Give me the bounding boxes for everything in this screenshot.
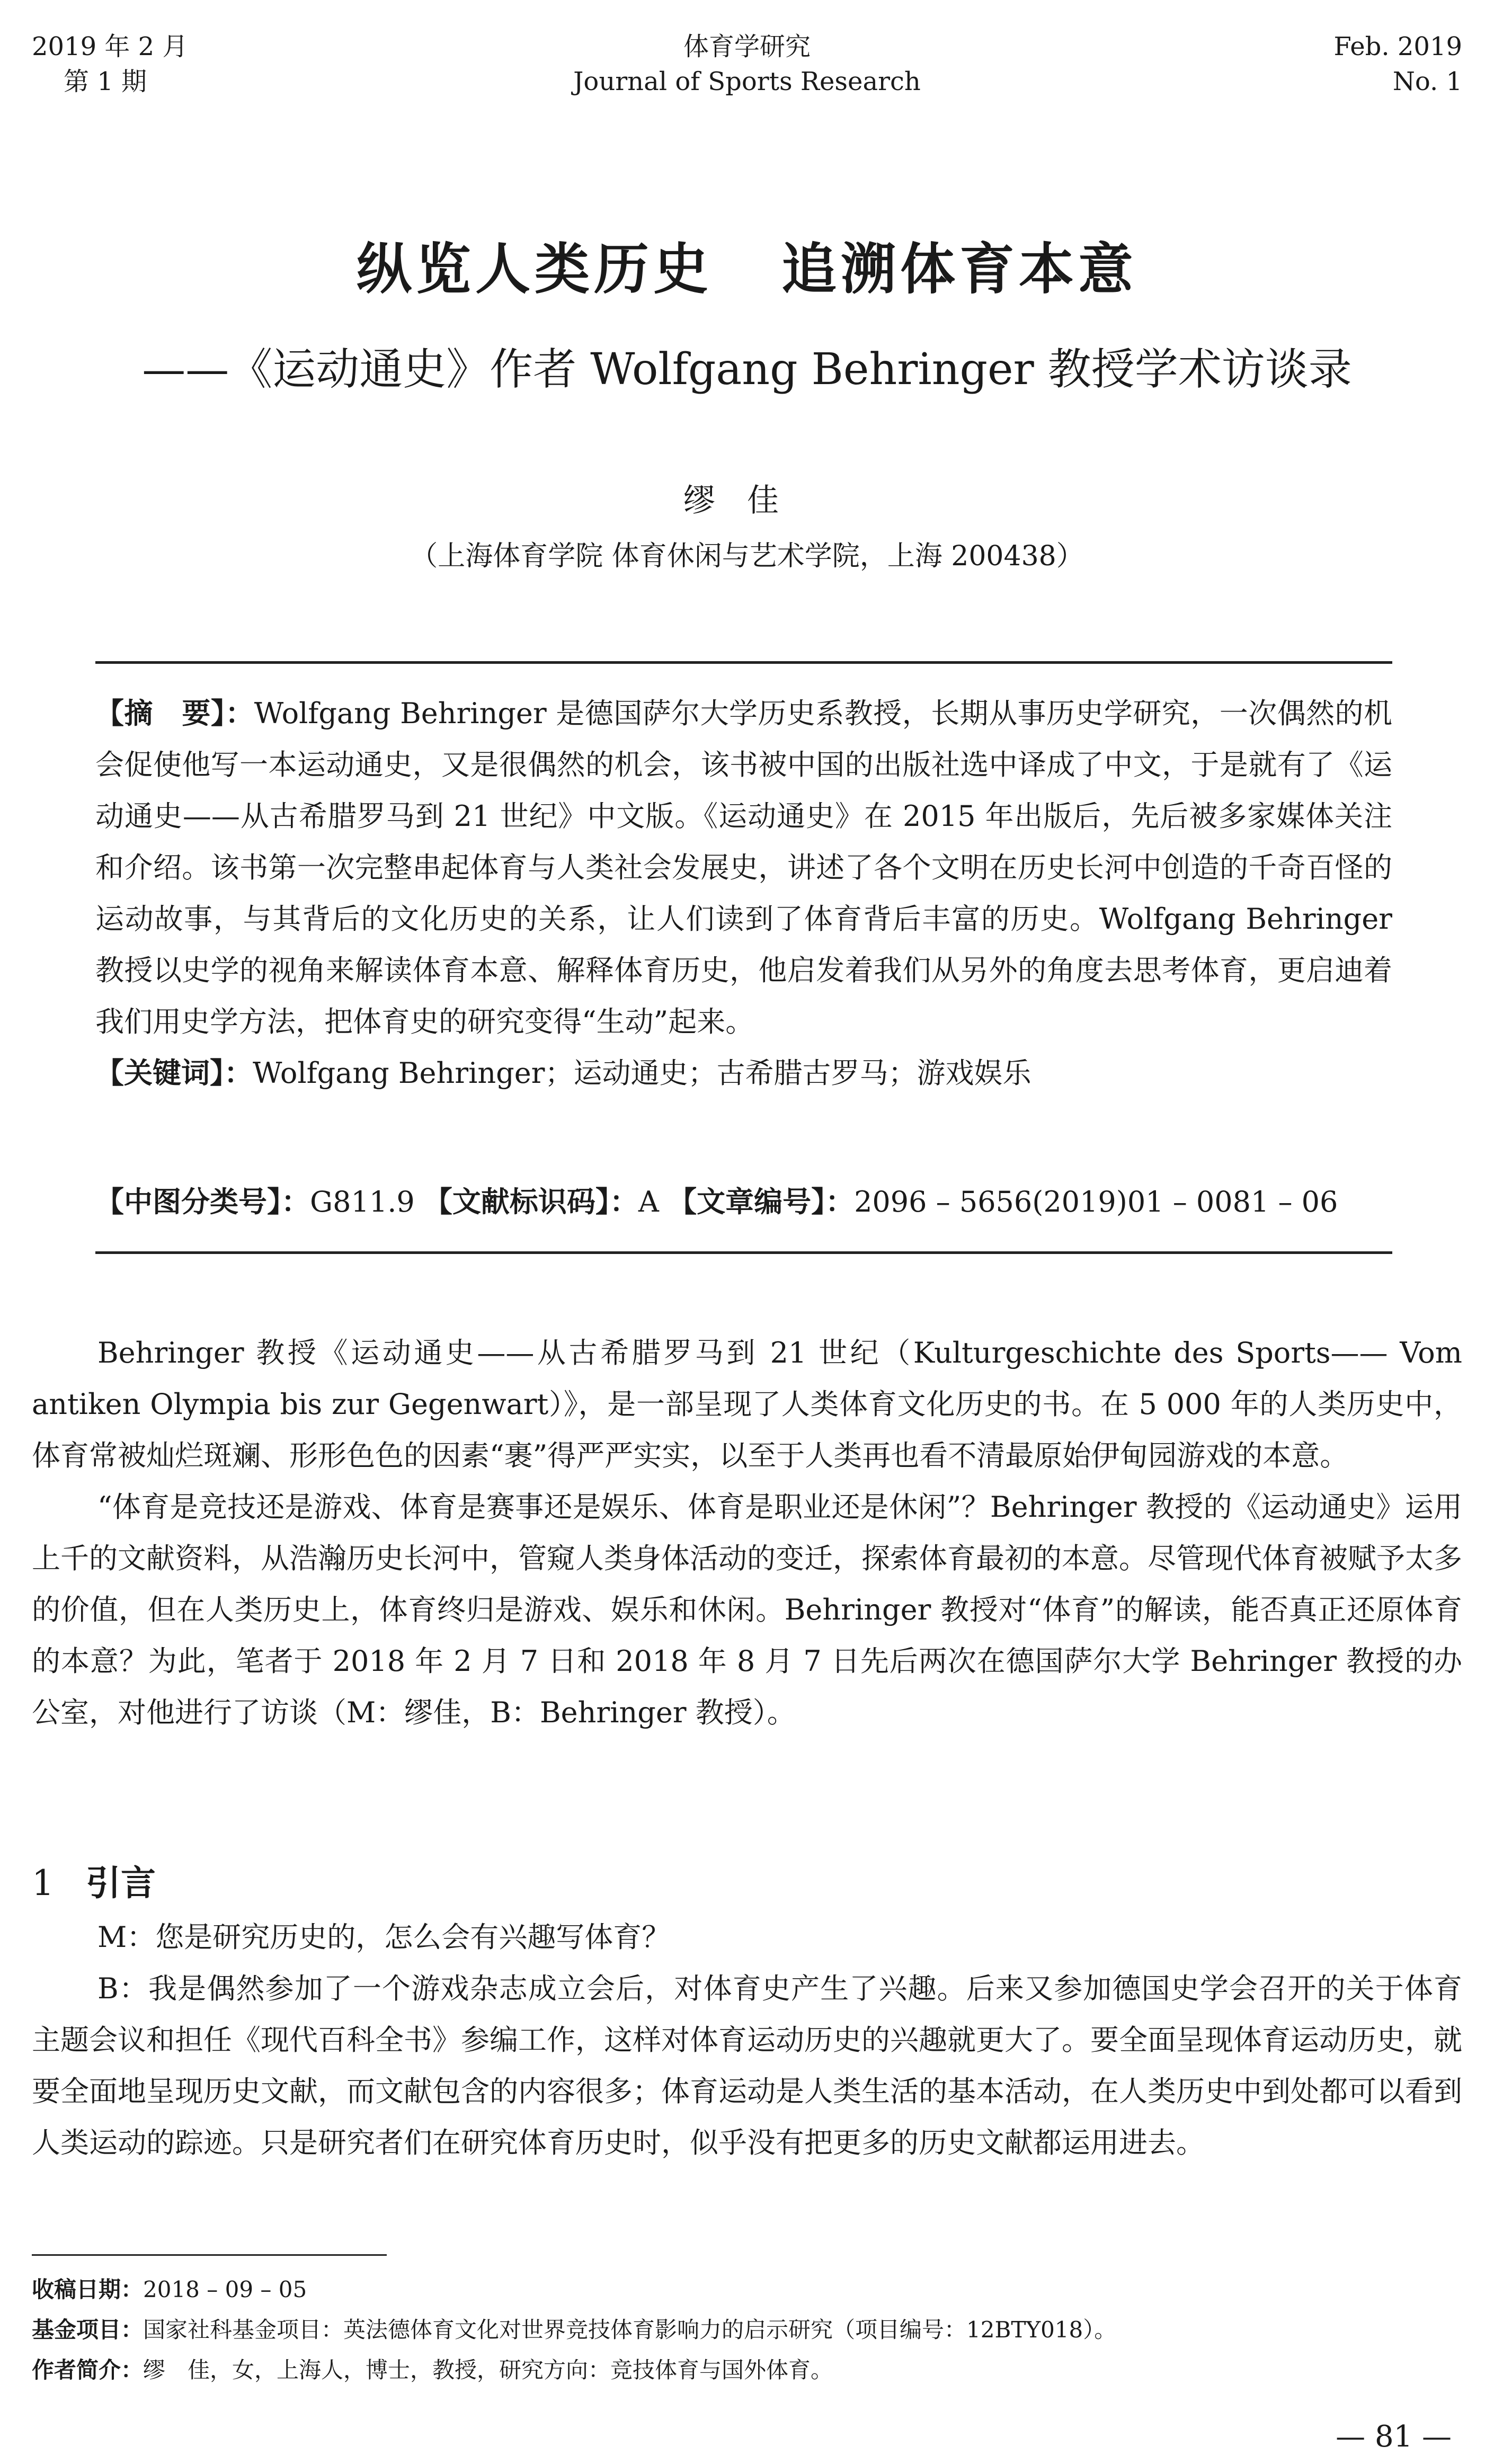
journal-name-en: Journal of Sports Research — [573, 67, 921, 96]
author-affiliation: （上海体育学院 体育休闲与艺术学院，上海 200438） — [410, 540, 1084, 572]
received-label: 收稿日期： — [32, 2276, 144, 2302]
keywords-label: 【关键词】： — [95, 1056, 253, 1090]
header-number-en: No. 1 — [1392, 67, 1462, 96]
abstract-top-rule — [95, 661, 1392, 664]
journal-name-cn: 体育学研究 — [683, 32, 811, 61]
page-number: — 81 — — [1336, 2419, 1452, 2454]
article-number-value: 2096 – 5656(2019)01 – 0081 – 06 — [854, 1185, 1338, 1218]
fund-text: 国家社科基金项目：英法德体育文化对世界竞技体育影响力的启示研究（项目编号：12BTY018）。 — [143, 2317, 1117, 2343]
section-heading — [32, 1860, 156, 1907]
author-name: 缪佳 — [683, 482, 811, 519]
interview-body — [32, 1911, 1462, 2168]
intro-body — [32, 1327, 1462, 1738]
footnote-received — [32, 2274, 1462, 2306]
doc-code-label: 【文献标识码】： — [423, 1185, 638, 1218]
received-date: 2018 – 09 – 05 — [143, 2276, 307, 2302]
section-number: 1 — [32, 1863, 54, 1903]
keywords — [95, 1047, 1392, 1099]
title-part-1: 纵览人类历史 — [356, 237, 713, 301]
header-date-en: Feb. 2019 — [1333, 32, 1462, 61]
bio-text: 缪 佳，女，上海人，博士，教授，研究方向：竞技体育与国外体育。 — [143, 2357, 833, 2383]
clc-label: 【中图分类号】： — [95, 1185, 310, 1218]
body-paragraph-2: “体育是竞技还是游戏、体育是赛事还是娱乐、体育是职业还是休闲”？Behringer 教授的《运动通史》运用上千的文献资料，从浩瀚历史长河中，管窥人类身体活动的变迁，探索体育最初的本意。尽管现代体育被赋予太多的价值，但在人类历史上，体育终归是游戏、娱乐和休闲。Behringer 教授对“体育”的解读，能否真正还原体育的本意？为此，笔者于 2018 年 2 月 7 日和 2018 年 8 月 7 日先后两次在德国萨尔大学 Behringer 教授的办公室，对他进行了访谈（M：缪佳，B：Behringer 教授）。 — [32, 1490, 1462, 1729]
footnote-rule — [32, 2254, 387, 2256]
abstract-bottom-rule — [95, 1251, 1392, 1254]
header-journal — [0, 29, 1494, 99]
section-title: 引言 — [86, 1863, 156, 1903]
footnote-author-bio — [32, 2354, 1462, 2386]
bio-label: 作者简介： — [32, 2357, 144, 2383]
answer-1: B：我是偶然参加了一个游戏杂志成立会后，对体育史产生了兴趣。后来又参加德国史学会召开的关于体育主题会议和担任《现代百科全书》参编工作，这样对体育运动历史的兴趣就更大了。要全面呈现体育运动历史，就要全面地呈现历史文献，而文献包含的内容很多；体育运动是人类生活的基本活动，在人类历史中到处都可以看到人类运动的踪迹。只是研究者们在研究体育历史时，似乎没有把更多的历史文献都运用进去。 — [32, 1972, 1462, 2159]
classification-line — [95, 1178, 1392, 1226]
abstract — [95, 688, 1392, 1047]
article-title — [0, 232, 1494, 306]
header-issue-en — [1334, 29, 1462, 99]
question-1: M：您是研究历史的，怎么会有兴趣写体育？ — [97, 1920, 671, 1954]
keywords-text: Wolfgang Behringer；运动通史；古希腊古罗马；游戏娱乐 — [253, 1056, 1031, 1090]
title-part-2: 追溯体育本意 — [781, 237, 1138, 301]
abstract-label: 【摘 要】： — [95, 697, 254, 730]
fund-label: 基金项目： — [32, 2317, 144, 2343]
abstract-text: Wolfgang Behringer 是德国萨尔大学历史系教授，长期从事历史学研究，一次偶然的机会促使他写一本运动通史，又是很偶然的机会，该书被中国的出版社选中译成了中文，于是就有了《运动通史——从古希腊罗马到 21 世纪》中文版。《运动通史》在 2015 年出版后，先后被多家媒体关注和介绍。该书第一次完整串起体育与人类社会发展史，讲述了各个文明在历史长河中创造的千奇百怪的运动故事，与其背后的文化历史的关系，让人们读到了体育背后丰富的历史。Wolfgang Behringer 教授以史学的视角来解读体育本意、解释体育历史，他启发着我们从另外的角度去思考体育，更启迪着我们用史学方法，把体育史的研究变得“生动”起来。 — [95, 697, 1392, 1038]
abstract-block — [95, 688, 1392, 1099]
body-paragraph-1: Behringer 教授《运动通史——从古希腊罗马到 21 世纪（Kulturgeschichte des Sports—— Vom antiken Olympia bis zur Gegenwart）》，是一部呈现了人类体育文化历史的书。在 5 000 年的人类历史中，体育常被灿烂斑斓、形形色色的因素“裹”得严严实实，以至于人类再也看不清最原始伊甸园游戏的本意。 — [32, 1336, 1462, 1472]
doc-code-value: A — [638, 1185, 659, 1218]
article-number-label: 【文章编号】： — [668, 1185, 855, 1218]
header-date: 2019 年 2 月 — [32, 32, 188, 61]
clc-value: G811.9 — [310, 1185, 415, 1218]
footnote-fund — [32, 2314, 1462, 2346]
article-subtitle: ——《运动通史》作者 Wolfgang Behringer 教授学术访谈录 — [142, 344, 1352, 395]
header-issue: 第 1 期 — [64, 67, 147, 96]
